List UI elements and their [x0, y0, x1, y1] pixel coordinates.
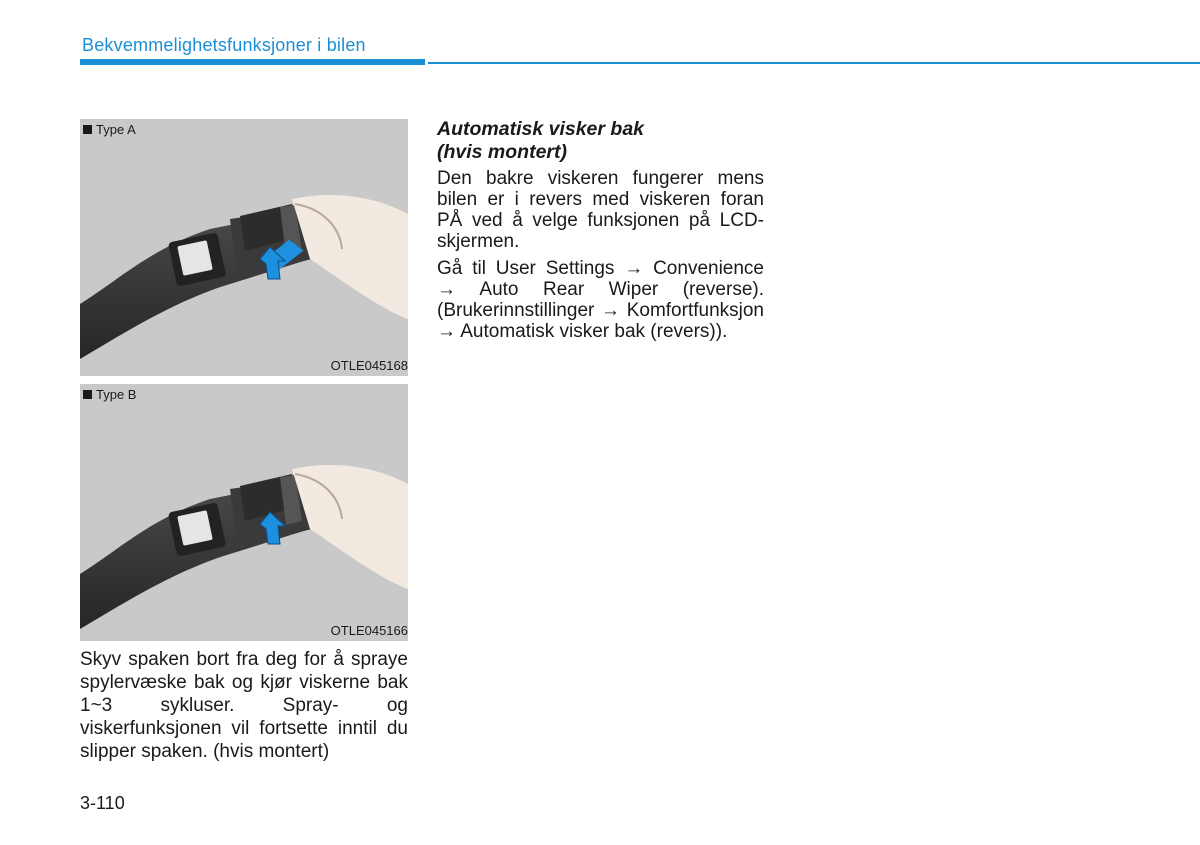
figure-code: OTLE045168: [330, 358, 408, 373]
wiper-stalk-illustration-b: [80, 384, 408, 641]
figure-label: Type B: [83, 387, 136, 402]
section-title: Bekvemmelighetsfunksjoner i bilen: [82, 35, 366, 55]
right-paragraph-1: Den bakre viskeren fungerer mens bilen er i revers med viskeren foran PÅ ved å velge funksjonen på LCD-skjermen.: [437, 168, 764, 252]
bullet-square-icon: [83, 125, 92, 134]
figure-type-a: [80, 119, 408, 376]
header-rule-thin: [428, 62, 1200, 64]
header-rule-thick: [80, 59, 425, 65]
figure-label: Type A: [83, 122, 136, 137]
figure-type-b: [80, 384, 408, 641]
left-paragraph: Skyv spaken bort fra deg for å spraye spylervæske bak og kjør viskerne bak 1~3 sykluser. Spray- og viskerfunksjonen vil fortsette inntil du slipper spaken. (hvis montert): [80, 649, 408, 762]
page-number: 3-110: [80, 793, 125, 813]
section-heading: Automatisk visker bak (hvis montert): [437, 118, 645, 163]
figure-code: OTLE045166: [330, 623, 408, 638]
bullet-square-icon: [83, 390, 92, 399]
right-paragraph-2: Gå til User Settings → Convenience → Auto Rear Wiper (reverse). (Brukerinnstillinger → Komfortfunksjon → Automatisk visker bak (revers)).: [437, 258, 764, 342]
wiper-stalk-illustration-a: [80, 119, 408, 376]
